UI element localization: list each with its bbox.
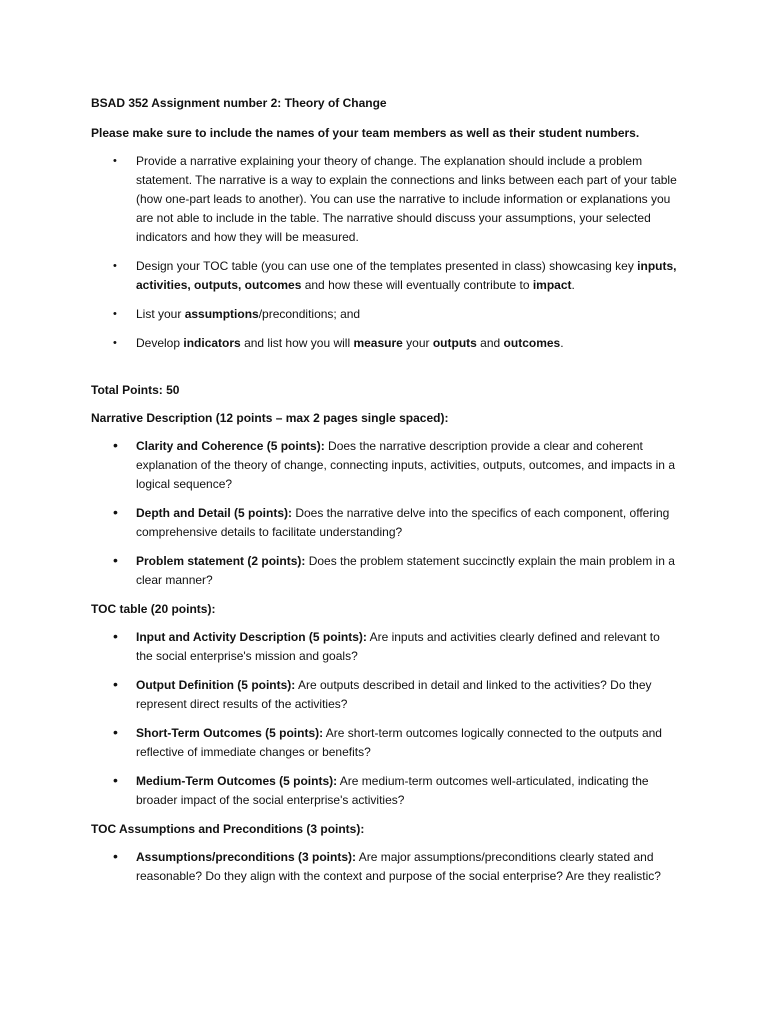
intro-bullet-text <box>136 154 677 244</box>
criteria-label: Output Definition (5 points): <box>136 678 296 692</box>
document-title: BSAD 352 Assignment number 2: Theory of Change <box>91 96 387 110</box>
criteria-item <box>91 628 678 666</box>
emphasis-text: measure <box>353 336 403 350</box>
intro-bullet-text <box>136 307 360 321</box>
criteria-item <box>91 724 678 762</box>
intro-bullet-item <box>91 305 678 324</box>
bullet-icon: • <box>113 772 118 788</box>
criteria-text: Are inputs and activities clearly defined and relevant to the social enterprise's mission and goals? <box>136 630 660 663</box>
criteria-list-assumptions <box>91 848 678 886</box>
team-note: Please make sure to include the names of your team members as well as their student numbers. <box>91 126 640 140</box>
body-text: Design your TOC table (you can use one of the templates presented in class) showcasing key <box>136 259 638 273</box>
emphasis-text: impact <box>532 278 572 292</box>
criteria-text: Are short-term outcomes logically connected to the outputs and reflective of immediate changes or benefits? <box>136 726 662 759</box>
emphasis-text: inputs, activities, outputs, outcomes <box>136 259 677 292</box>
emphasis-text: assumptions <box>184 307 259 321</box>
criteria-text: Are medium-term outcomes well-articulated, indicating the broader impact of the social enterprise's activities? <box>136 774 649 807</box>
bullet-icon: • <box>113 724 118 740</box>
section-heading-toc-table: TOC table (20 points): <box>91 602 216 616</box>
bullet-icon: • <box>113 848 118 864</box>
body-text: and how these will eventually contribute to <box>301 278 533 292</box>
intro-bullet-list <box>91 152 678 353</box>
body-text: Provide a narrative explaining your theory of change. The explanation should include a problem statement. The narrative is a way to explain the connections and links between each part of your table (how one-part leads to another). You can use the narrative to include information or explanations you are not able to include in the table. The narrative should discuss your assumptions, your selected indicators and how they will be measured. <box>136 154 677 244</box>
criteria-text: Does the problem statement succinctly explain the main problem in a clear manner? <box>136 554 675 587</box>
criteria-label: Depth and Detail (5 points): <box>136 506 292 520</box>
bullet-icon: • <box>113 308 117 320</box>
criteria-label: Assumptions/preconditions (3 points): <box>136 850 357 864</box>
criteria-text: Are major assumptions/preconditions clearly stated and reasonable? Do they align with the context and purpose of the social enterprise? Are they realistic? <box>136 850 661 883</box>
criteria-label: Short-Term Outcomes (5 points): <box>136 726 324 740</box>
bullet-icon: • <box>113 437 118 453</box>
criteria-label: Medium-Term Outcomes (5 points): <box>136 774 338 788</box>
criteria-text: Are outputs described in detail and linked to the activities? Do they represent direct results of the activities? <box>136 678 652 711</box>
bullet-icon: • <box>113 628 118 644</box>
criteria-text: Does the narrative description provide a clear and coherent explanation of the theory of change, connecting inputs, activities, outputs, outcomes, and impacts in a logical sequence? <box>136 439 675 491</box>
body-text: and <box>476 336 504 350</box>
criteria-list-narrative <box>91 437 678 590</box>
bullet-icon: • <box>113 337 117 349</box>
criteria-item <box>91 504 678 542</box>
section-heading-assumptions: TOC Assumptions and Preconditions (3 points): <box>91 822 365 836</box>
emphasis-text: outcomes <box>503 336 561 350</box>
section-heading-narrative: Narrative Description (12 points – max 2 pages single spaced): <box>91 411 449 425</box>
criteria-label: Input and Activity Description (5 points): <box>136 630 367 644</box>
bullet-icon: • <box>113 504 118 520</box>
total-points: Total Points: 50 <box>91 383 180 397</box>
bullet-icon: • <box>113 260 117 272</box>
body-text: your <box>402 336 433 350</box>
bullet-icon: • <box>113 155 117 167</box>
emphasis-text: indicators <box>183 336 241 350</box>
bullet-icon: • <box>113 552 118 568</box>
criteria-text: Does the narrative delve into the specifics of each component, offering comprehensive details to facilitate understanding? <box>136 506 670 539</box>
criteria-label: Problem statement (2 points): <box>136 554 306 568</box>
criteria-item <box>91 437 678 494</box>
body-text: . <box>571 278 575 292</box>
criteria-list-toc-table <box>91 628 678 810</box>
criteria-item <box>91 552 678 590</box>
body-text: Develop <box>136 336 184 350</box>
body-text: . <box>560 336 564 350</box>
intro-bullet-item <box>91 334 678 353</box>
bullet-icon: • <box>113 676 118 692</box>
criteria-item <box>91 772 678 810</box>
emphasis-text: outputs <box>432 336 477 350</box>
intro-bullet-item <box>91 257 678 295</box>
intro-bullet-text <box>136 336 564 350</box>
body-text: /preconditions; and <box>258 307 361 321</box>
criteria-item <box>91 676 678 714</box>
intro-bullet-item <box>91 152 678 247</box>
body-text: and list how you will <box>240 336 354 350</box>
intro-bullet-text <box>136 259 677 292</box>
body-text: List your <box>136 307 185 321</box>
criteria-item <box>91 848 678 886</box>
criteria-label: Clarity and Coherence (5 points): <box>136 439 325 453</box>
